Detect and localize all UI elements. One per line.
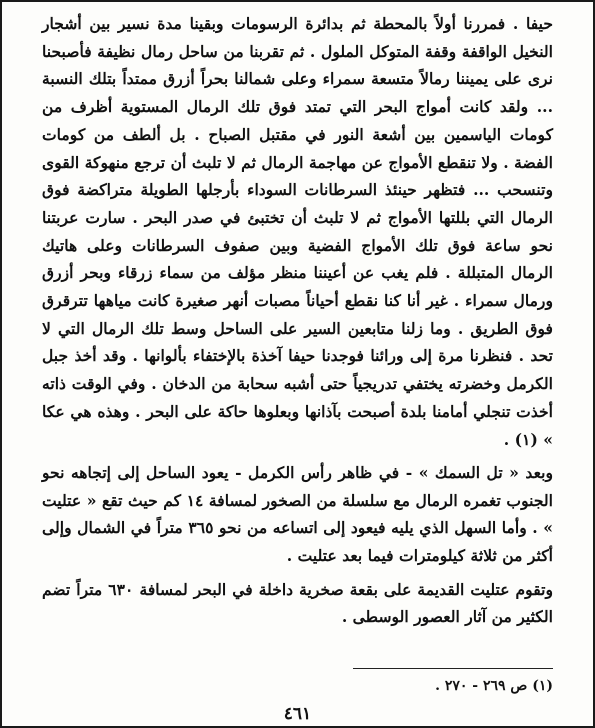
body-text xyxy=(42,10,553,631)
paragraph-2: وبعد « تل السمك » - في ظاهر رأس الكرمل - يعود الساحل إلى إتجاهه نحو الجنوب تغمره الرمال مع سلسلة من الصخور لمسافة ١٤ كم حيث تقع « عتليت » . وأما السهل الذي يليه فيعود إلى اتساعه من نحو ٣٦٥ متراً في الشمال وإلى أكثر من ثلاثة كيلومترات فيما بعد عتليت . xyxy=(42,463,553,566)
footnote-divider xyxy=(353,668,553,669)
paragraph-3: وتقوم عتليت القديمة على بقعة صخرية داخلة في البحر لمسافة ٦٣٠ متراً تضم الكثير من آثار العصور الوسطى . xyxy=(42,579,554,627)
footnote: (١) ص ٢٦٩ - ٢٧٠ . xyxy=(435,678,553,694)
page-number: ٤٦١ xyxy=(283,704,312,724)
paragraph-1: حيفا . فمررنا أولاً بالمحطة ثم بدائرة الرسومات وبقينا مدة نسير بين أشجار النخيل الواقفة وقفة المتوكل الملول . ثم تقربنا من ساحل رمال نظيفة فأصبحنا نرى على يميننا رمالاً متسعة سمراء وعلى شمالنا بحراً أزرق ممتداً بتلك النسبة ... ولقد كانت أمواج البحر التي تمتد فوق تلك الرمال المستوية أظرف من كومات الياسمين بين أشعة النور في مقتبل الصباح . بل ألطف من كومات الفضة . ولا تنقطع الأمواج عن مهاجمة الرمال ثم لا تلبث أن ترجع منهوكة القوى وتنسحب ... فتظهر حينئذ السرطانات السوداء بأرجلها الطويلة متراكضة فوق الرمال التي بللتها الأمواج ثم لا تلبث أن تختبئ في صدر البحر . سارت عربتنا نحو ساعة فوق تلك الأمواج الفضية وبين صفوف السرطانات وعلى هاتيك الرمال المتبللة . فلم يغب عن أعيننا منظر مؤلف من سماء زرقاء وبحر أزرق ورمال سمراء . غير أنا كنا نقطع أحياناً مصبات أنهر صغيرة كانت مياهها تترقرق فوق الطريق . وما زلنا متابعين السير على الساحل وسط تلك الرمال التي لا تحد . فنظرنا مرة إلى ورائنا فوجدنا حيفا آخذة بالإختفاء بألوانها . وقد أخذ جبل الكرمل وخضرته يختفي تدريجياً حتى أشبه سحابة من الدخان . وفي الوقت ذاته أخذت تنجلي أمامنا بلدة أصبحت بآذانها وبعلوها حاكة على البحر . وهذه هي عكا » (١) . xyxy=(42,14,553,449)
